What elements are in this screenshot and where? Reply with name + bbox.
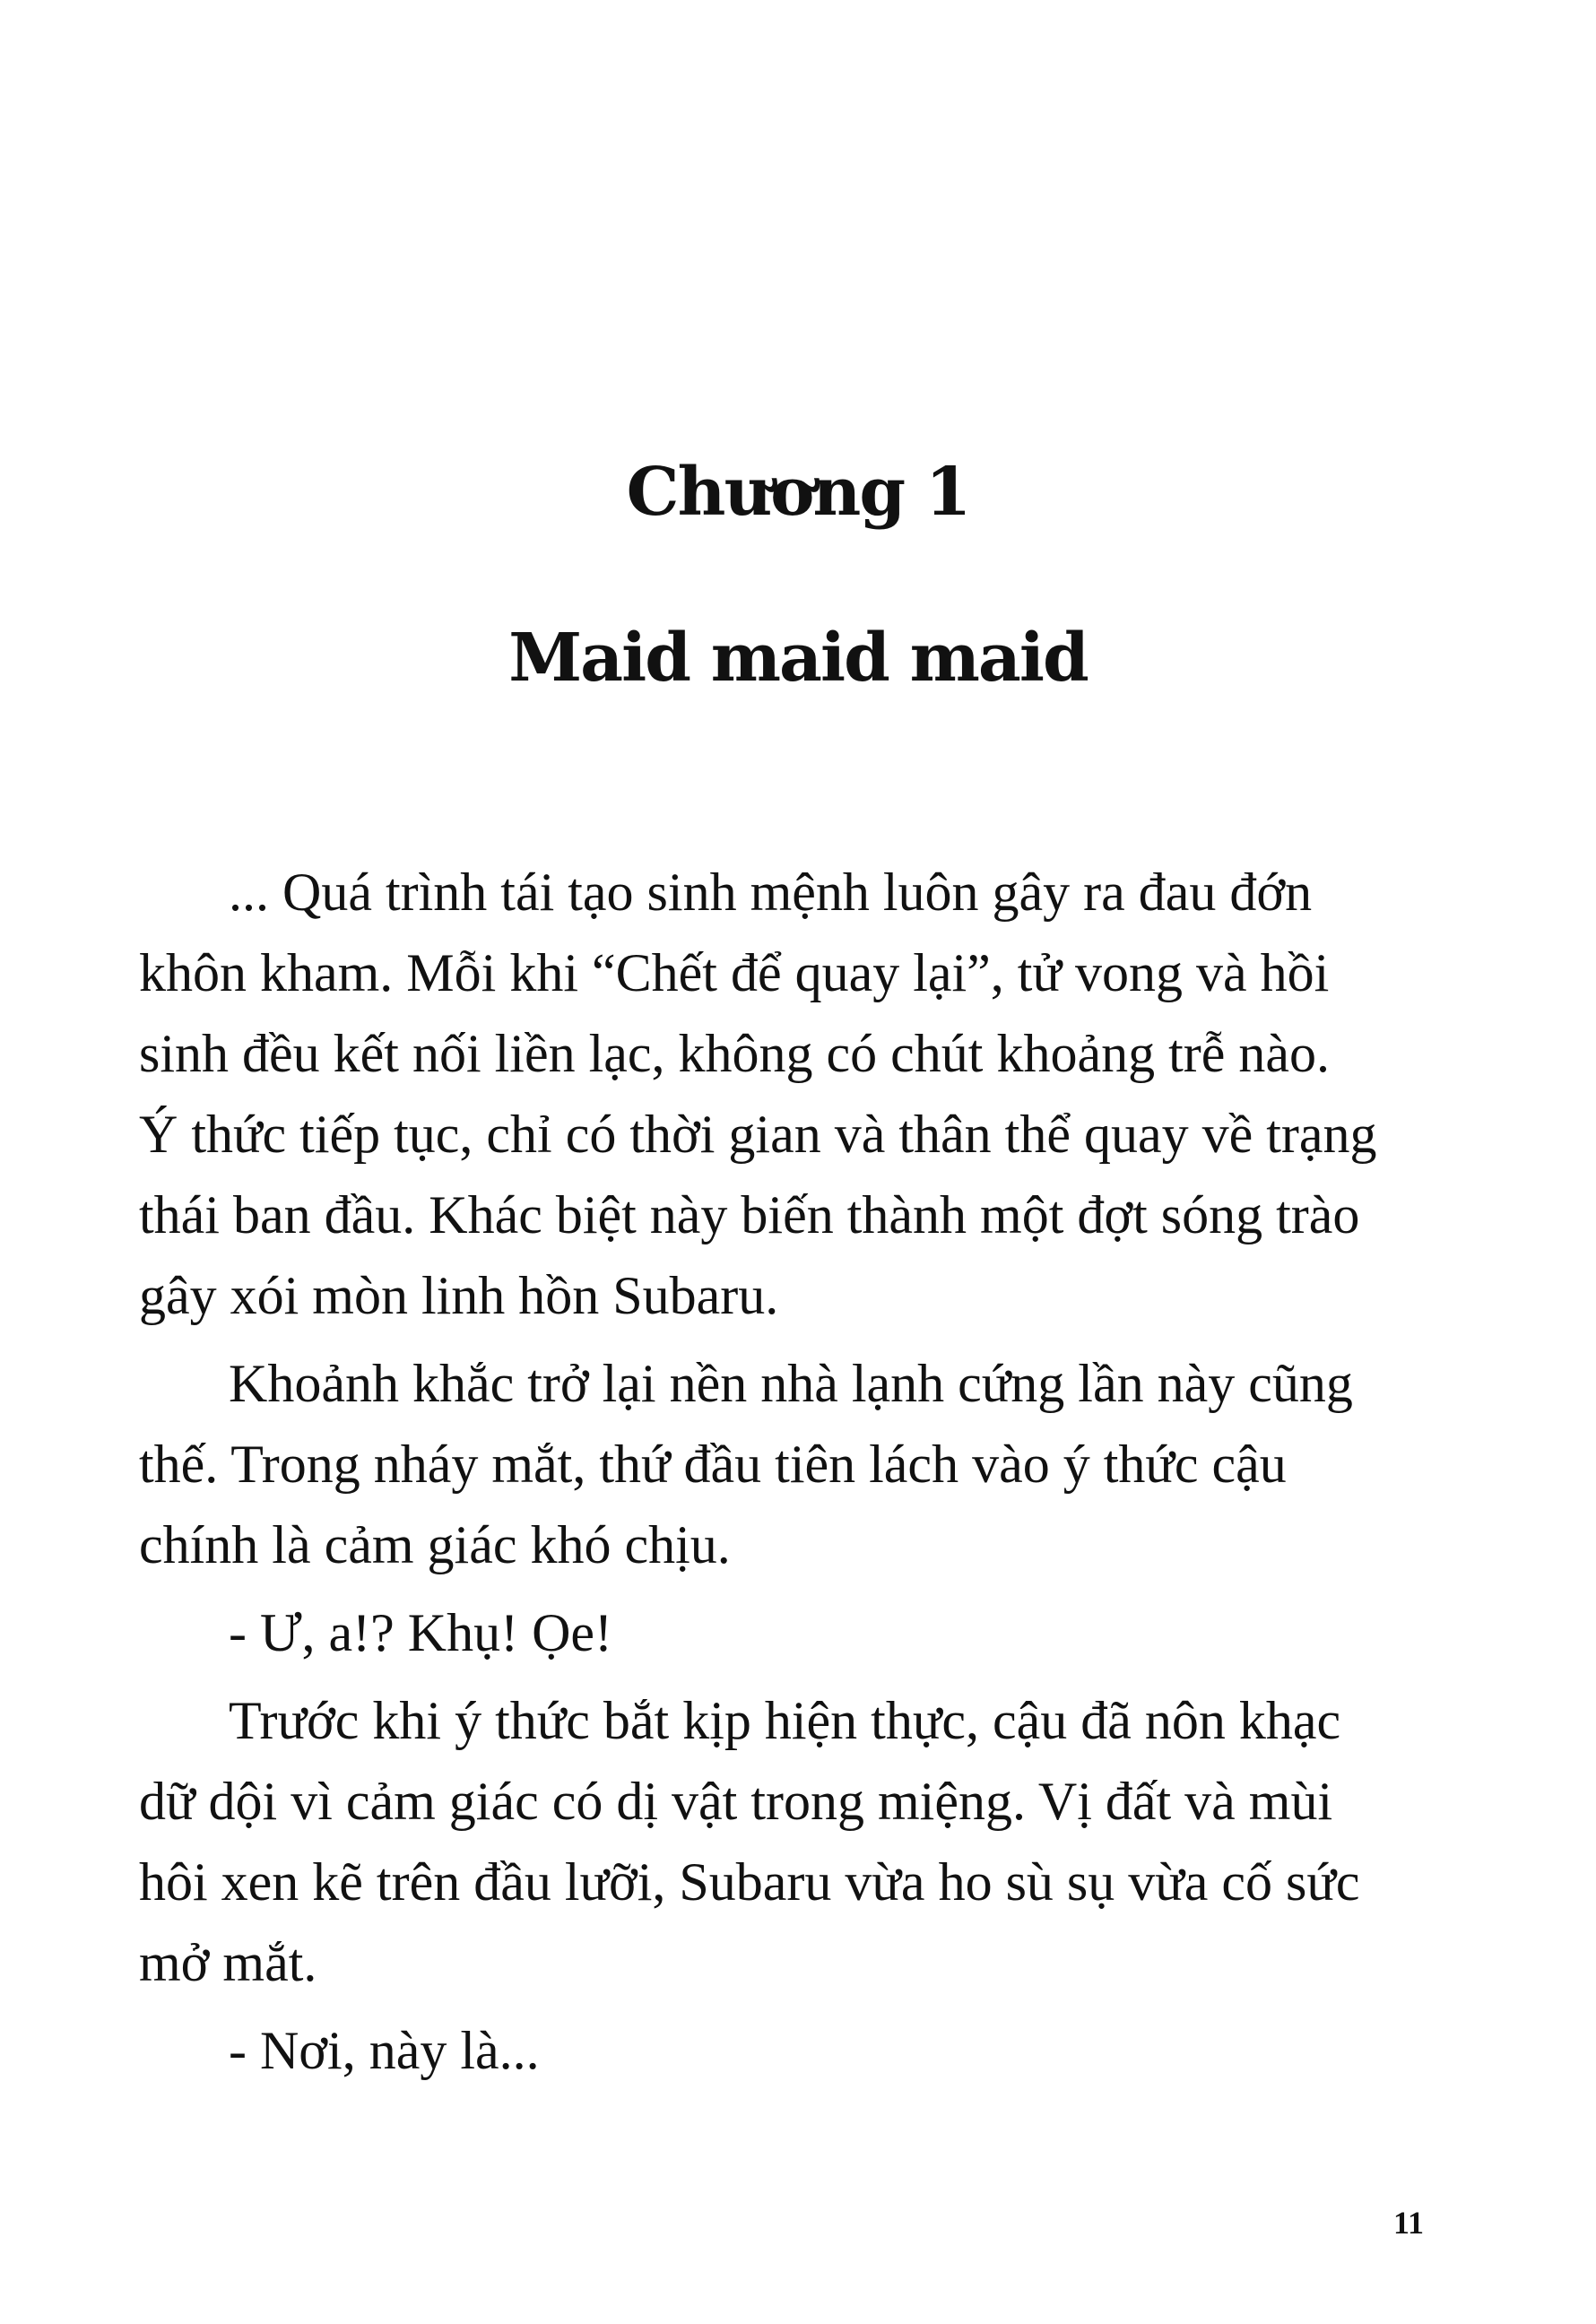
text-line: - Ư, a!? Khụ! Ọe!: [229, 1603, 613, 1662]
paragraph: [139, 1680, 1421, 2003]
text-line: khôn kham. Mỗi khi “Chết để quay lại”, tử vong và hồi: [139, 943, 1330, 1002]
page-number: 11: [1392, 2205, 1424, 2241]
chapter-title: Chương 1: [626, 454, 970, 531]
text-line: gây xói mòn linh hồn Subaru.: [139, 1266, 779, 1325]
text-line: mở mắt.: [139, 1933, 317, 1992]
paragraph: [139, 852, 1421, 1336]
paragraph: [139, 1343, 1421, 1585]
text-line: Trước khi ý thức bắt kịp hiện thực, cậu đã nôn khạc: [229, 1691, 1341, 1750]
text-line: - Nơi, này là...: [229, 2021, 540, 2080]
text-line: thái ban đầu. Khác biệt này biến thành một đợt sóng trào: [139, 1185, 1360, 1244]
paragraph: [139, 1592, 1421, 1673]
text-line: Ý thức tiếp tục, chỉ có thời gian và thân thể quay về trạng: [139, 1105, 1377, 1164]
chapter-subtitle: Maid maid maid: [508, 620, 1088, 697]
body-text: [139, 852, 1421, 2098]
paragraph: [139, 2010, 1421, 2091]
text-line: sinh đều kết nối liền lạc, không có chút khoảng trễ nào.: [139, 1024, 1330, 1083]
text-line: thế. Trong nháy mắt, thứ đầu tiên lách vào ý thức cậu: [139, 1435, 1287, 1494]
text-line: ... Quá trình tái tạo sinh mệnh luôn gây ra đau đớn: [229, 863, 1313, 922]
text-line: chính là cảm giác khó chịu.: [139, 1515, 731, 1574]
text-line: hôi xen kẽ trên đầu lưỡi, Subaru vừa ho sù sụ vừa cố sức: [139, 1852, 1360, 1912]
text-line: Khoảnh khắc trở lại nền nhà lạnh cứng lần này cũng: [229, 1354, 1353, 1413]
text-line: dữ dội vì cảm giác có dị vật trong miệng. Vị đất và mùi: [139, 1772, 1333, 1831]
